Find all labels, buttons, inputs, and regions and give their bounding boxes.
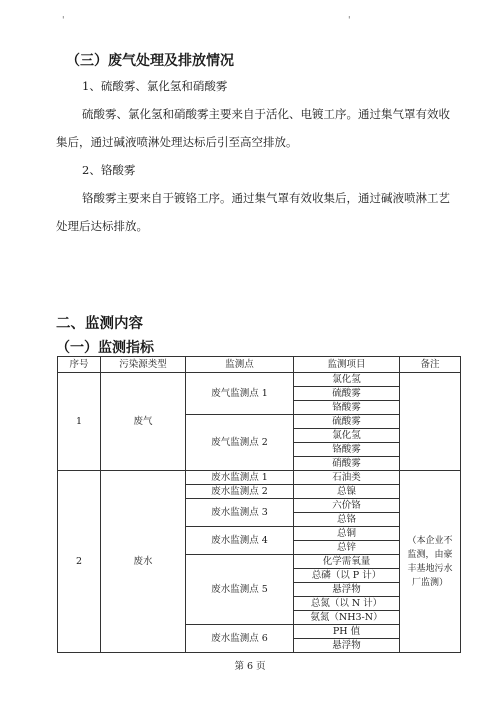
header-cell: 序号: [58, 357, 101, 373]
item1-title: 1、硫酸雾、氯化氢和硝酸雾: [82, 79, 228, 93]
heading-monitoring-content: 二、监测内容: [56, 316, 143, 332]
monitoring-point: 废气监测点 1: [186, 373, 294, 415]
pollution-type: 废气: [101, 373, 186, 471]
monitoring-item: 石油类: [294, 471, 400, 485]
monitoring-point: 废气监测点 2: [186, 415, 294, 471]
monitoring-point: 废水监测点 4: [186, 527, 294, 555]
monitoring-point: 废水监测点 5: [186, 555, 294, 625]
page-number: 第 6 页: [234, 661, 266, 672]
item2-title: 2、铬酸雾: [82, 163, 136, 177]
header-cell: 监测点: [186, 357, 294, 373]
monitoring-table: [57, 356, 461, 653]
monitoring-item: 总锌: [294, 541, 400, 555]
section-title: （三）废气处理及排放情况: [66, 53, 234, 69]
corner-mark-right: ': [348, 16, 351, 26]
monitoring-item: 总磷（以 P 计）: [294, 569, 400, 583]
item2-paragraph-line2: 处理后达标排放。: [56, 219, 148, 233]
header-cell: 监测项目: [294, 357, 400, 373]
table-row: [58, 373, 461, 387]
table-row: [58, 471, 461, 485]
header-cell: 污染源类型: [101, 357, 186, 373]
header-cell: 备注: [400, 357, 461, 373]
row-number: 1: [58, 373, 101, 471]
row-number: 2: [58, 471, 101, 653]
monitoring-item: 总铜: [294, 527, 400, 541]
monitoring-item: 悬浮物: [294, 583, 400, 597]
monitoring-item: 总铬: [294, 513, 400, 527]
monitoring-item: 硫酸雾: [294, 387, 400, 401]
monitoring-point: 废水监测点 6: [186, 625, 294, 653]
item2-paragraph-line1: 铬酸雾主要来自于镀铬工序。通过集气罩有效收集后，通过碱液喷淋工艺: [82, 191, 450, 205]
monitoring-item: 氯化氢: [294, 373, 400, 387]
monitoring-point: 废水监测点 3: [186, 499, 294, 527]
monitoring-item: 铬酸雾: [294, 443, 400, 457]
monitoring-item: 氨氮（NH3-N）: [294, 611, 400, 625]
monitoring-item: PH 值: [294, 625, 400, 639]
item1-paragraph-line2: 集后，通过碱液喷淋处理达标后引至高空排放。: [56, 135, 298, 149]
corner-mark-left: ': [62, 16, 65, 26]
monitoring-item: 硝酸雾: [294, 457, 400, 471]
monitoring-item: 总镍: [294, 485, 400, 499]
monitoring-item: 化学需氧量: [294, 555, 400, 569]
monitoring-item: 氯化氢: [294, 429, 400, 443]
pollution-type: 废水: [101, 471, 186, 653]
monitoring-point: 废水监测点 1: [186, 471, 294, 485]
item1-paragraph-line1: 硫酸雾、氯化氢和硝酸雾主要来自于活化、电镀工序。通过集气罩有效收: [82, 107, 450, 121]
monitoring-item: 六价铬: [294, 499, 400, 513]
heading-monitoring-indicators: （一）监测指标: [56, 340, 154, 356]
monitoring-point: 废水监测点 2: [186, 485, 294, 499]
remark-cell: [400, 373, 461, 471]
remark-note: （本企业不监测，由豪丰基地污水厂监测）: [400, 471, 461, 653]
monitoring-item: 悬浮物: [294, 639, 400, 653]
monitoring-item: 铬酸雾: [294, 401, 400, 415]
monitoring-item: 硫酸雾: [294, 415, 400, 429]
table-header-row: [58, 357, 461, 373]
monitoring-item: 总氮（以 N 计）: [294, 597, 400, 611]
